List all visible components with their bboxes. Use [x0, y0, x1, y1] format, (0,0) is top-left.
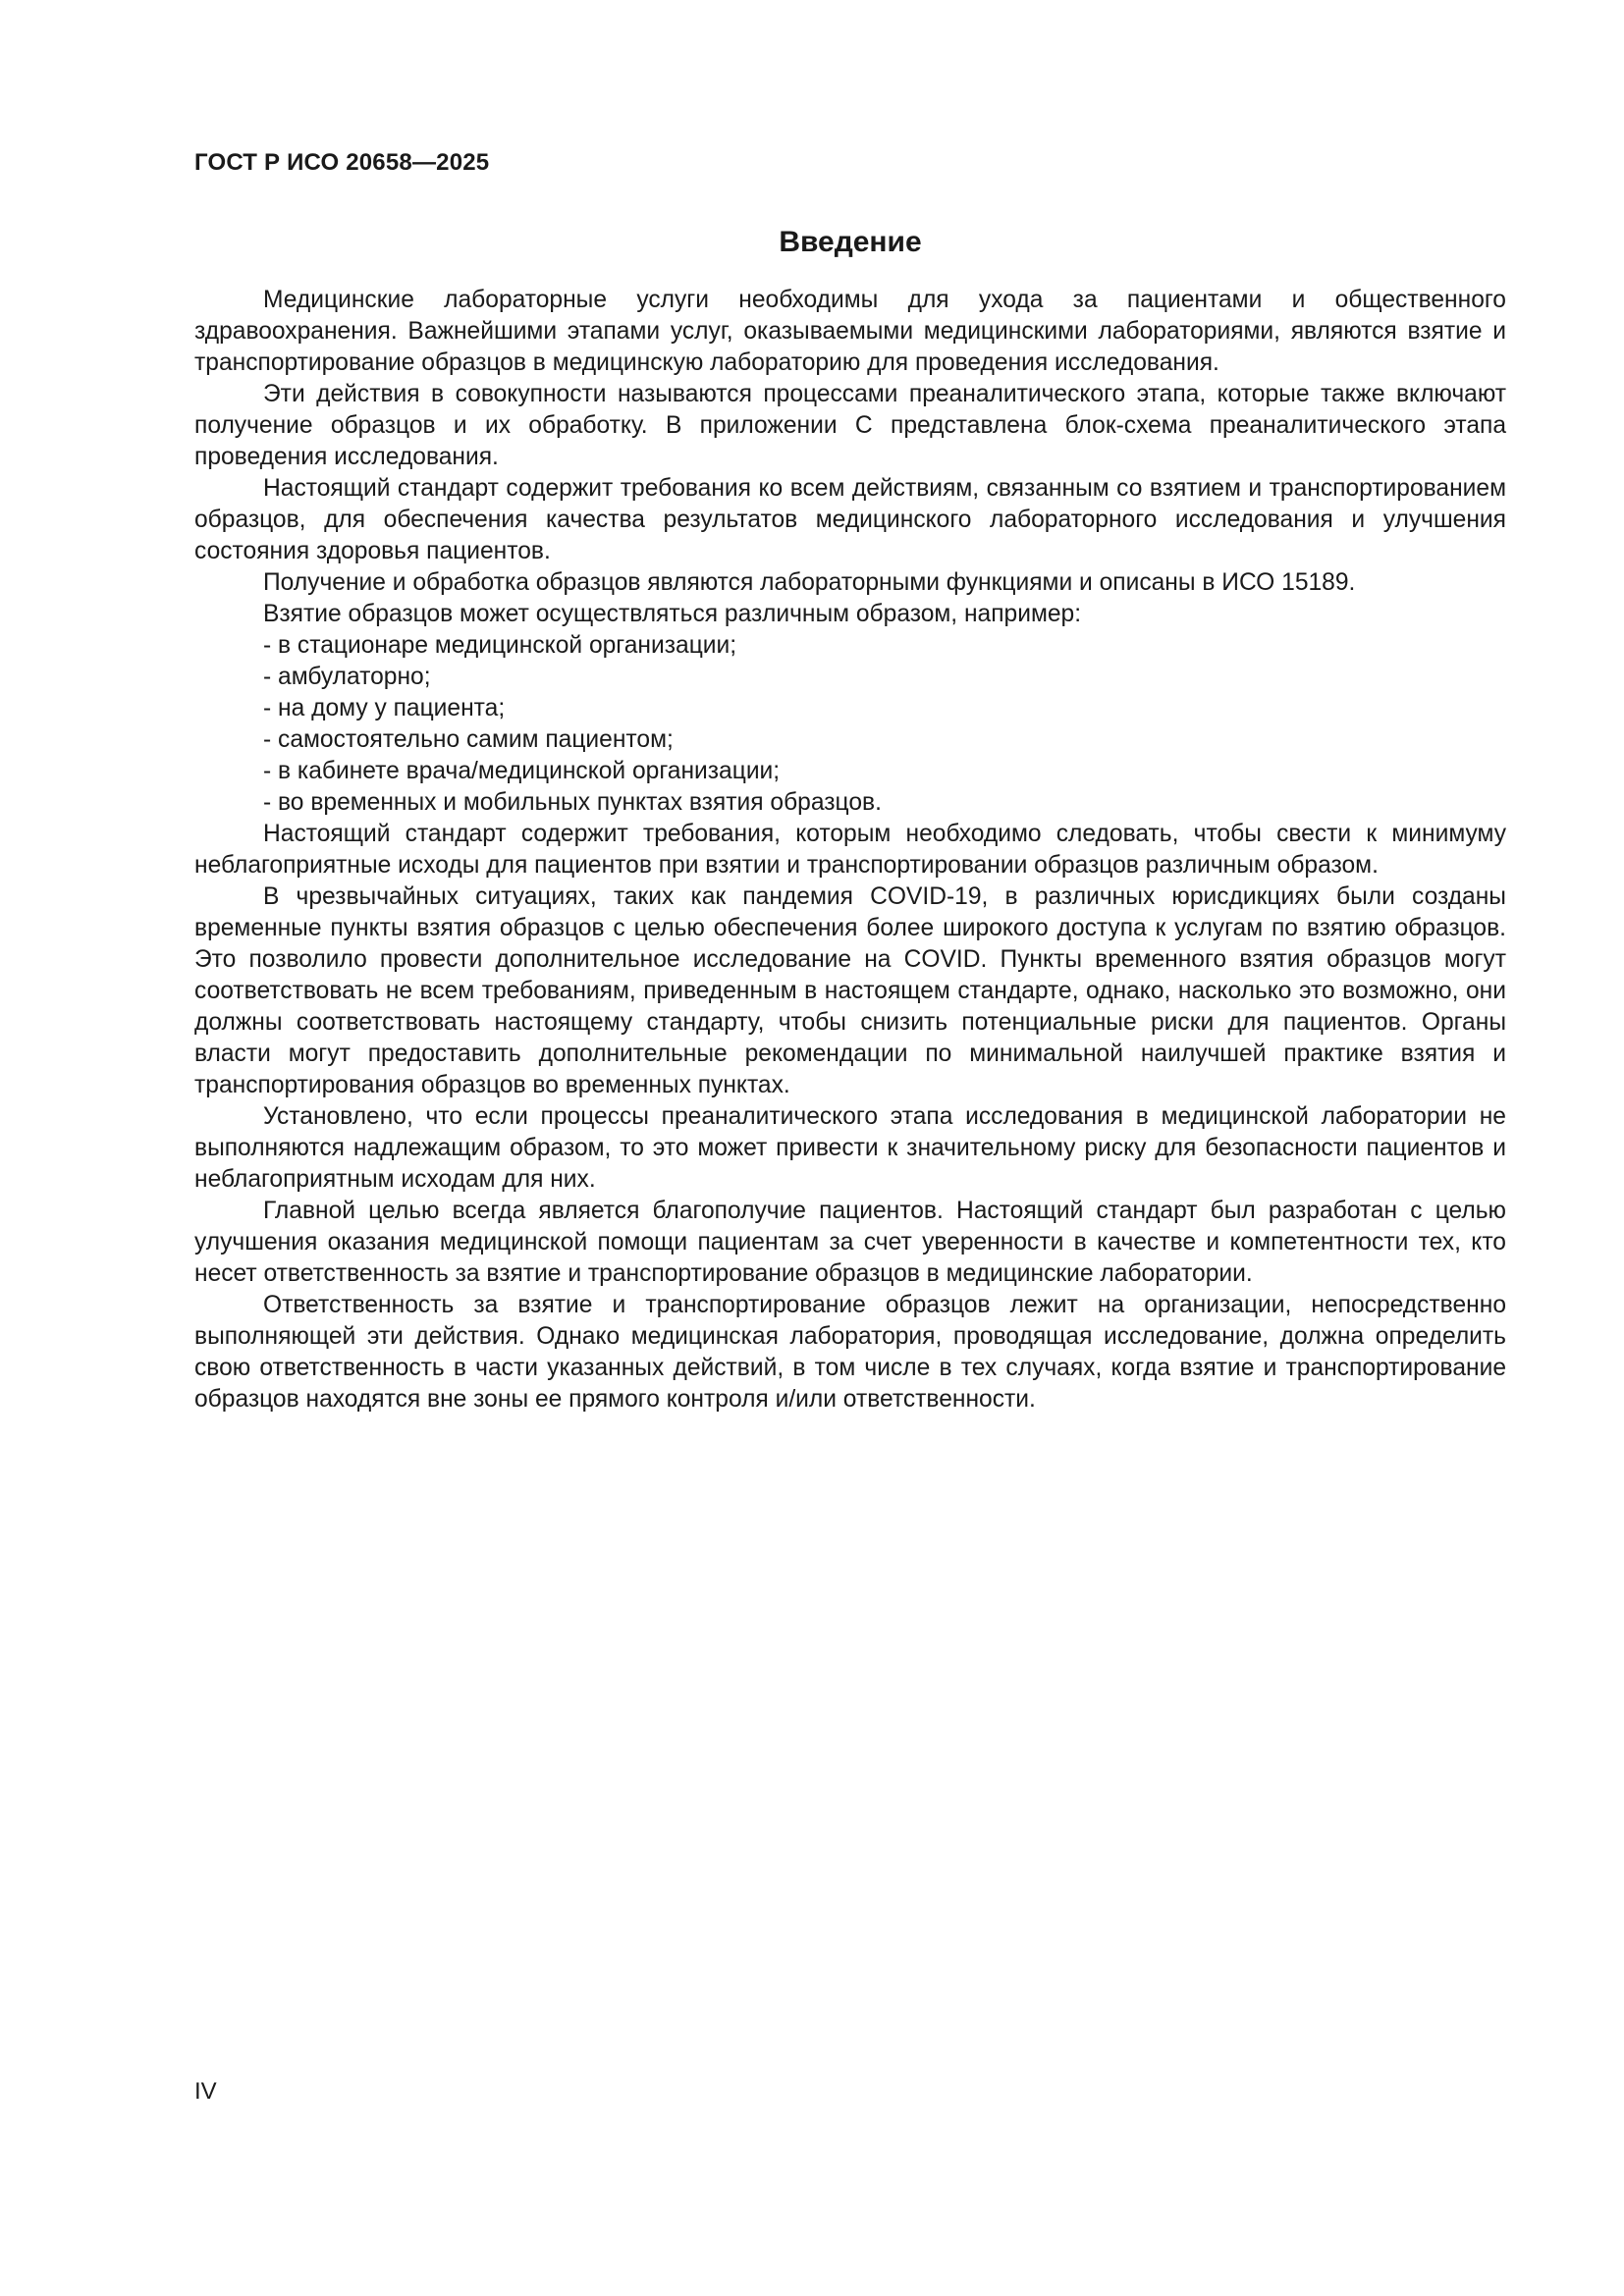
list-item: - на дому у пациента;	[263, 695, 506, 721]
paragraph: Эти действия в совокупности называются процессами преаналитического этапа, которые также включают получение образцов и их обработку. В приложении С представлена блок-схема преаналитического этапа проведения исследования.	[194, 381, 1506, 470]
paragraph: Получение и обработка образцов являются лабораторными функциями и описаны в ИСО 15189.	[263, 569, 1356, 596]
paragraph: Установлено, что если процессы преаналитического этапа исследования в медицинской лаборатории не выполняются надлежащим образом, то это может привести к значительному риску для безопасности пациентов и неблагоприятным исходам для них.	[194, 1103, 1506, 1193]
page-title: Введение	[779, 226, 922, 258]
paragraph: Ответственность за взятие и транспортирование образцов лежит на организации, непосредственно выполняющей эти действия. Однако медицинская лаборатория, проводящая исследование, должна определить свою ответственность в части указанных действий, в том числе в тех случаях, когда взятие и транспортирование образцов находятся вне зоны ее прямого контроля и/или ответственности.	[194, 1292, 1506, 1413]
paragraph: Настоящий стандарт содержит требования, которым необходимо следовать, чтобы свести к минимуму неблагоприятные исходы для пациентов при взятии и транспортировании образцов различным образом.	[194, 821, 1506, 879]
paragraph: Настоящий стандарт содержит требования ко всем действиям, связанным со взятием и транспортированием образцов, для обеспечения качества результатов медицинского лабораторного исследования и улучшения состояния здоровья пациентов.	[194, 475, 1506, 564]
document-header: ГОСТ Р ИСО 20658—2025	[194, 149, 490, 176]
paragraph: В чрезвычайных ситуациях, таких как пандемия COVID-19, в различных юрисдикциях были созданы временные пункты взятия образцов с целью обеспечения более широкого доступа к услугам по взятию образцов. Это позволило провести дополнительное исследование на COVID. Пункты временного взятия образцов могут соответствовать не всем требованиям, приведенным в настоящем стандарте, однако, насколько это возможно, они должны соответствовать настоящему стандарту, чтобы снизить потенциальные риски для пациентов. Органы власти могут предоставить дополнительные рекомендации по минимальной наилучшей практике взятия и транспортирования образцов во временных пунктах.	[194, 883, 1506, 1098]
list-item: - амбулаторно;	[263, 664, 431, 690]
paragraph: Взятие образцов может осуществляться различным образом, например:	[263, 601, 1082, 627]
list-item: - в стационаре медицинской организации;	[263, 632, 737, 659]
list-item: - в кабинете врача/медицинской организации;	[263, 758, 781, 784]
paragraph: Медицинские лабораторные услуги необходимы для ухода за пациентами и общественного здравоохранения. Важнейшими этапами услуг, оказываемыми медицинскими лабораториями, являются взятие и транспортирование образцов в медицинскую лабораторию для проведения исследования.	[194, 287, 1506, 376]
list-item: - во временных и мобильных пунктах взятия образцов.	[263, 789, 882, 816]
page-number: IV	[194, 2078, 217, 2105]
document-body	[194, 285, 1506, 1415]
list-item: - самостоятельно самим пациентом;	[263, 726, 674, 753]
paragraph: Главной целью всегда является благополучие пациентов. Настоящий стандарт был разработан с целью улучшения оказания медицинской помощи пациентам за счет уверенности в качестве и компетентности тех, кто несет ответственность за взятие и транспортирование образцов в медицинские лаборатории.	[194, 1198, 1506, 1287]
